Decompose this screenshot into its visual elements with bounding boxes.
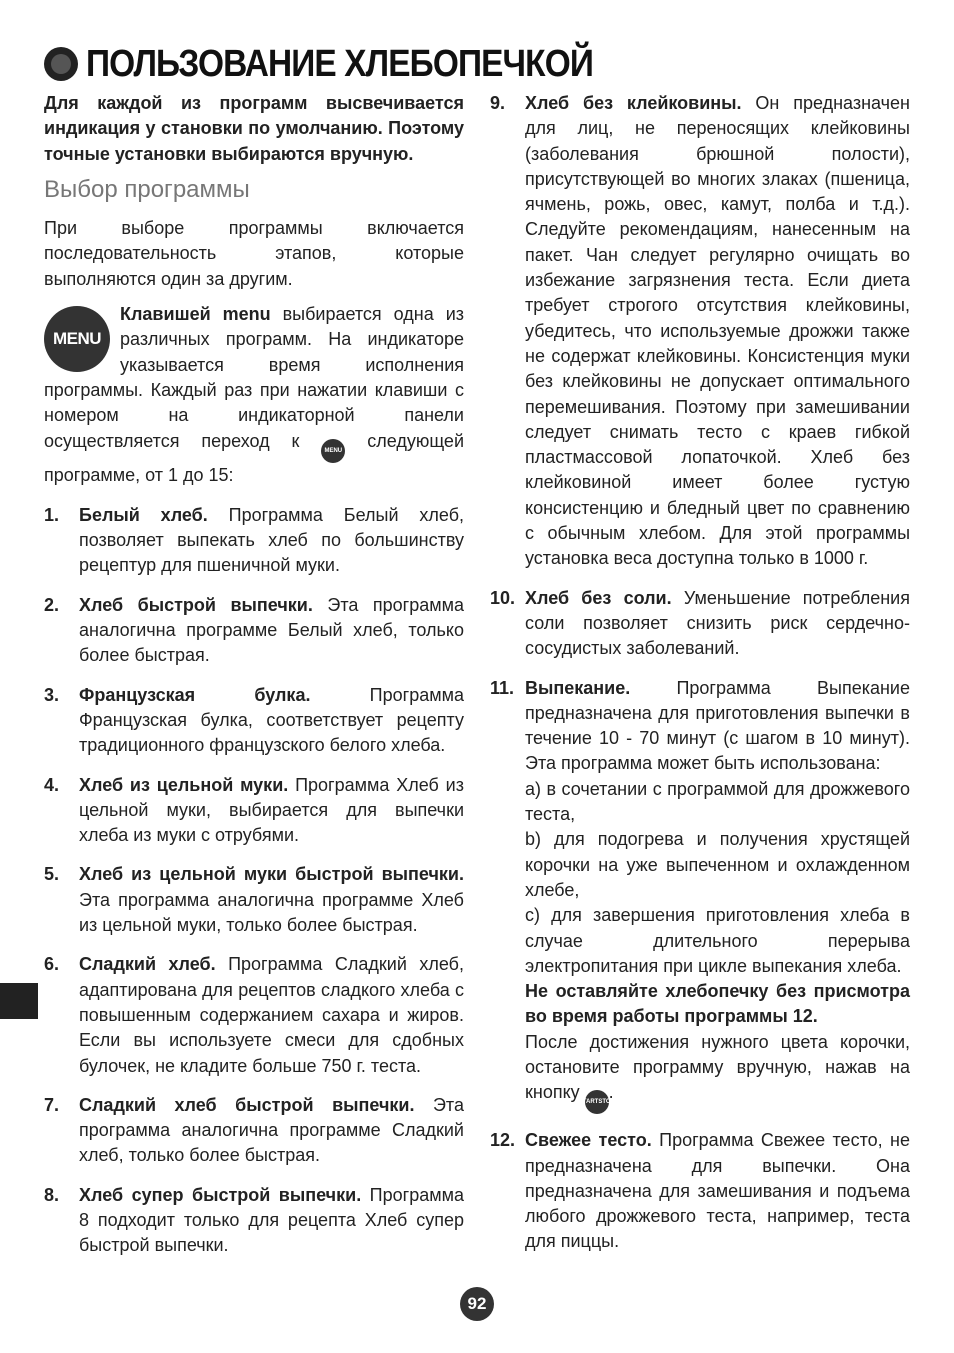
item-number: 9. (490, 93, 506, 113)
item-name: Выпекание. (525, 677, 631, 698)
item-text: Эта программа аналогична программе Белый хлеб, только более быстрая. (79, 594, 464, 666)
sub-item-a: a) в сочетании с программой для дрожжевого теста, (525, 778, 910, 825)
item-number: 3. (44, 684, 60, 705)
program-item-11 (490, 676, 910, 1115)
item-name: Французская булка. (79, 684, 311, 705)
program-item-12 (490, 1128, 910, 1254)
item-name: Белый хлеб. (79, 504, 208, 525)
after-text-end: . (608, 1082, 614, 1103)
item-text: Эта программа аналогична программе Сладкий хлеб, только более быстрая. (79, 1094, 464, 1166)
start-label: START (578, 1099, 599, 1106)
stop-label: STOP (598, 1099, 615, 1106)
program-item-8 (44, 1183, 464, 1259)
item-number: 8. (44, 1184, 60, 1205)
item-number: 11. (490, 677, 515, 698)
program-item-1 (44, 503, 464, 579)
left-column (44, 91, 464, 1273)
item-name: Хлеб без клейковины. (525, 93, 742, 113)
item-name: Сладкий хлеб. (79, 954, 216, 975)
menu-inline-icon: MENU (321, 439, 345, 463)
page-number: 92 (460, 1287, 494, 1321)
program-item-5 (44, 862, 464, 938)
item-number: 1. (44, 504, 60, 525)
section-heading: Выбор программы (44, 175, 250, 203)
item-number: 2. (44, 594, 60, 615)
page-title-text: ПОЛЬЗОВАНИЕ ХЛЕБОПЕЧКОЙ (86, 42, 593, 85)
menu-button-icon: MENU (44, 306, 110, 372)
program-item-2 (44, 593, 464, 669)
menu-text-1: выбирается одна из различных программ. На индикаторе указывается время исполнения программы. Каждый раз при нажатии клавиши с номером на индикаторной панели осуществляется переход к (44, 304, 464, 451)
item-text: Программа Сладкий хлеб, адаптирована для рецептов сладкого хлеба с повышенным содержанием сахара и жиров. Если вы используете смеси для сдобных булочек, не кладите больше 750 г. теста. (79, 954, 464, 1076)
sub-item-c: c) для завершения приготовления хлеба в случае длительного перерыва электропитания при цикле выпекания хлеба. (525, 905, 910, 976)
item-name: Свежее тесто. (525, 1130, 652, 1151)
item-name: Сладкий хлеб быстрой выпечки. (79, 1094, 415, 1115)
item-number: 10. (490, 587, 516, 608)
item-name: Хлеб из цельной муки. (79, 774, 289, 795)
sub-item-b: b) для подогрева и получения хрустящей корочки на уже выпеченном и охлажденном хлебе, (525, 829, 910, 900)
side-tab-marker (0, 983, 38, 1019)
item-name: Хлеб быстрой выпечки. (79, 594, 313, 615)
page-title (44, 38, 662, 90)
start-stop-icon (578, 1090, 615, 1114)
menu-key-label: Клавишей menu (120, 304, 271, 325)
item-text: Уменьшение потребления соли позволяет снизить риск сердечно-сосудистых заболеваний. (525, 587, 910, 659)
title-bullet-icon (44, 47, 78, 81)
item-text: Программа Хлеб из цельной муки, выбирается для выпечки хлеба из муки с отрубями. (79, 774, 464, 846)
program-item-7 (44, 1093, 464, 1169)
item-name: Хлеб без соли. (525, 587, 672, 608)
after-text: После достижения нужного цвета корочки, остановите программу вручную, нажав на кнопку (525, 1031, 910, 1103)
item-text: Программа Французская булка, соответствует рецепту традиционного французского белого хлеба. (79, 684, 464, 756)
item-text: Программа Выпекание предназначена для приготовления выпечки в течение 10 - 70 минут (с шагом в 10 минут). Эта программа может быть использована: (525, 677, 910, 774)
right-column (490, 91, 910, 1269)
item-number: 4. (44, 774, 60, 795)
item-number: 6. (44, 954, 60, 975)
item-text: Он предназначен для лиц, не переносящих клейковины (заболевания брюшной полости), присутствующей во многих злаках (пшеница, ячмень, рожь, овес, камут, полба и т.д.). Следуйте рекомендациям, нанесенным на пакет. Чан следует регулярно очищать во избежание загрязнения теста. Если диета требует строгого отсутствия клейковины, убедитесь, что используемые дрожжи также не содержат клейковины. Консистенция муки без клейковины не допускает оптимального перемешивания. Поэтому при замешивании следует снимать тесто с краев гибкой пластмассовой лопаточкой. Хлеб без клейковиной имеет более густую консистенцию и бледный цвет по сравнению с обычным хлебом. Для этой программы установка веса доступна только в 1000 г. (525, 93, 910, 569)
program-item-9 (490, 91, 910, 572)
item-number: 7. (44, 1094, 60, 1115)
item-name: Хлеб из цельной муки быстрой выпечки. (79, 864, 464, 885)
program-item-3 (44, 683, 464, 759)
item-text: Эта программа аналогична программе Хлеб из цельной муки, только более быстрая. (79, 889, 464, 936)
warning-text: Не оставляйте хлебопечку без присмотра во время работы программы 12. (525, 981, 910, 1027)
item-text: Программа Свежее тесто, не предназначена для выпечки. Она предназначена для замешивания и подъема любого дрожжевого теста, например, теста для пиццы. (525, 1130, 910, 1252)
program-item-10 (490, 586, 910, 662)
item-text: Программа 8 подходит только для рецепта Хлеб супер быстрой выпечки. (79, 1184, 464, 1256)
program-item-4 (44, 773, 464, 849)
item-number: 12. (490, 1130, 516, 1151)
item-name: Хлеб супер быстрой выпечки. (79, 1184, 362, 1205)
menu-text-2: следующей программе, от 1 до 15: (44, 430, 464, 485)
lead-paragraph: Для каждой из программ высвечивается индикация у становки по умолчанию. Поэтому точные установки выбираются вручную. (44, 93, 464, 164)
item-number: 5. (44, 864, 60, 885)
menu-paragraph (44, 302, 464, 488)
intro-paragraph: При выборе программы включается последовательность этапов, которые выполняются один за другим. (44, 218, 464, 289)
item-text: Программа Белый хлеб, позволяет выпекать хлеб по большинству рецептур для пшеничной муки. (79, 504, 464, 576)
program-item-6 (44, 952, 464, 1078)
